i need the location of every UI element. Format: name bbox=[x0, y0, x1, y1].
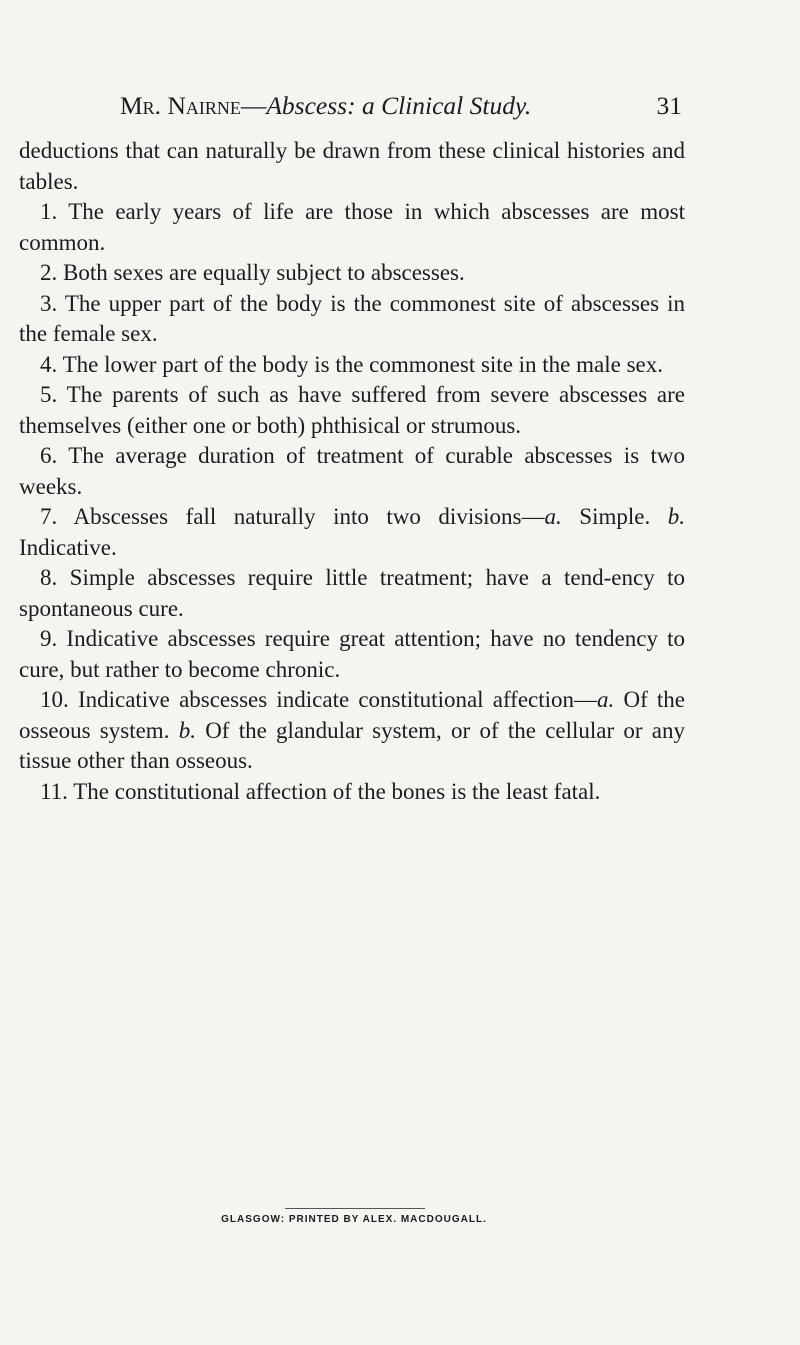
title-dash: — bbox=[240, 91, 267, 120]
footer-rule bbox=[285, 1208, 425, 1209]
author-name: Nairne bbox=[167, 91, 241, 120]
item-text-after: Of the glandular system, or of the cellular or any tissue other than osseous. bbox=[19, 717, 686, 773]
affection-b-marker: b. bbox=[178, 717, 196, 743]
list-item bbox=[19, 350, 685, 381]
item-number: 11. bbox=[40, 778, 68, 804]
item-text: The parents of such as have suffered from severe abscesses are themselves (either one or both) phthisical or strumous. bbox=[19, 382, 685, 438]
article-title: Abscess: a Clinical Study. bbox=[266, 91, 532, 120]
list-item bbox=[19, 441, 685, 502]
running-head bbox=[120, 86, 682, 126]
list-item bbox=[19, 685, 685, 777]
item-text: Both sexes are equally subject to abscesses. bbox=[63, 260, 465, 285]
item-text: Indicative abscesses require great attention; have no tendency to cure, but rather to become chronic. bbox=[19, 626, 686, 682]
item-text-after: Indicative. bbox=[19, 534, 117, 560]
author-prefix: Mr. bbox=[120, 91, 162, 120]
item-number: 3. bbox=[40, 290, 58, 316]
item-number: 8. bbox=[40, 565, 58, 590]
item-text: The early years of life are those in which abscesses are most common. bbox=[19, 199, 685, 255]
item-number: 9. bbox=[40, 626, 58, 651]
item-number: 4. bbox=[40, 351, 58, 377]
item-text: The lower part of the body is the commonest site in the male sex. bbox=[62, 351, 663, 377]
item-number: 2. bbox=[40, 260, 58, 285]
list-item bbox=[19, 563, 685, 624]
list-item bbox=[19, 777, 685, 808]
list-item bbox=[19, 502, 685, 563]
body-text bbox=[19, 136, 685, 807]
item-text: The constitutional affection of the bones is the least fatal. bbox=[73, 778, 601, 804]
item-number: 10. bbox=[40, 687, 69, 712]
printer-imprint: GLASGOW: PRINTED BY ALEX. MACDOUGALL. bbox=[221, 1214, 487, 1225]
opening-paragraph: deductions that can naturally be drawn from these clinical histories and tables. bbox=[19, 138, 685, 194]
running-title bbox=[120, 86, 531, 126]
page-number: 31 bbox=[656, 91, 682, 120]
item-text: The average duration of treatment of curable abscesses is two weeks. bbox=[19, 443, 685, 499]
list-item bbox=[19, 197, 685, 258]
affection-a-marker: a. bbox=[597, 687, 615, 712]
item-text-before: Abscesses fall naturally into two divisions— bbox=[73, 504, 545, 529]
item-text-mid: Simple. bbox=[561, 504, 668, 529]
item-text-before: Indicative abscesses indicate constitutional affection— bbox=[77, 687, 598, 712]
list-item bbox=[19, 624, 685, 685]
list-item bbox=[19, 380, 685, 441]
item-number: 5. bbox=[40, 382, 58, 407]
item-text: The upper part of the body is the commonest site of abscesses in the female sex. bbox=[19, 290, 685, 346]
item-number: 6. bbox=[40, 443, 58, 468]
list-item bbox=[19, 258, 685, 289]
item-text-mid: Of the osseous system. bbox=[19, 687, 686, 743]
item-number: 7. bbox=[40, 504, 58, 529]
item-number: 1. bbox=[40, 199, 58, 224]
division-b-marker: b. bbox=[667, 504, 686, 529]
item-text: Simple abscesses require little treatment; have a tend-ency to spontaneous cure. bbox=[19, 565, 685, 621]
division-a-marker: a. bbox=[544, 504, 562, 529]
list-item bbox=[19, 289, 685, 350]
